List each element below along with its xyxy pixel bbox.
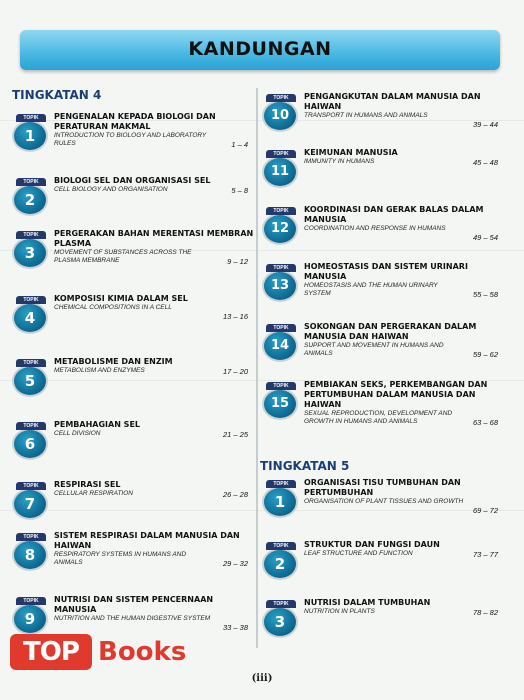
topic-title: SISTEM RESPIRASI DALAM MANUSIA DAN HAIWAN: [54, 531, 240, 550]
topic-pages: 33 – 38: [222, 623, 248, 632]
topic-number: 8: [12, 539, 48, 571]
topic-badge-label: TOPIK: [266, 542, 296, 550]
topic-title: SOKONGAN DAN PERGERAKAN DALAM MANUSIA DAN HAIWAN: [304, 322, 477, 341]
topic-badge: [12, 422, 48, 460]
topic-title: KEIMUNAN MANUSIA: [304, 148, 398, 157]
topic-title: METABOLISME DAN ENZIM: [54, 357, 173, 366]
topic-title: BIOLOGI SEL DAN ORGANISASI SEL: [54, 176, 211, 185]
section-heading-form4: TINGKATAN 4: [12, 88, 102, 102]
topic-subtitle: LEAF STRUCTURE AND FUNCTION: [304, 550, 413, 557]
topic-pages: 13 – 16: [222, 312, 248, 321]
topic-subtitle: RESPIRATORY SYSTEMS IN HUMANS AND ANIMALS: [54, 551, 187, 566]
topic-number: 12: [262, 213, 298, 245]
topic-badge-label: TOPIK: [16, 114, 46, 122]
topic-number: 2: [262, 548, 298, 580]
topic-badge-label: TOPIK: [266, 324, 296, 332]
page-title: KANDUNGAN: [188, 38, 332, 60]
topic-badge-label: TOPIK: [266, 264, 296, 272]
topic-badge: [262, 94, 298, 132]
topic-title: PERGERAKAN BAHAN MERENTASI MEMBRAN PLASMA: [54, 229, 254, 248]
topic-subtitle: CHEMICAL COMPOSITIONS IN A CELL: [54, 304, 172, 311]
topic-badge: [12, 533, 48, 571]
topic-subtitle: IMMUNITY IN HUMANS: [304, 158, 375, 165]
topic-entry[interactable]: [262, 478, 508, 526]
topic-entry[interactable]: [262, 148, 508, 196]
topic-badge-label: TOPIK: [16, 178, 46, 186]
logo-top-mark: TOP: [10, 634, 92, 670]
topic-title: NUTRISI DALAM TUMBUHAN: [304, 598, 431, 607]
topic-pages: 69 – 72: [472, 506, 498, 515]
topic-badge-label: TOPIK: [266, 94, 296, 102]
topic-badge-label: TOPIK: [16, 482, 46, 490]
topic-badge: [12, 114, 48, 152]
topic-number: 7: [12, 488, 48, 520]
topic-number: 15: [262, 388, 298, 420]
page-number: (iii): [251, 673, 273, 684]
topic-number: 1: [262, 486, 298, 518]
topic-pages: 17 – 20: [222, 367, 248, 376]
topic-entry[interactable]: [262, 322, 508, 370]
topic-pages: 39 – 44: [472, 120, 498, 129]
topic-subtitle: HOMEOSTASIS AND THE HUMAN URINARY SYSTEM: [304, 282, 438, 297]
topic-entry[interactable]: [12, 229, 258, 277]
topic-title: RESPIRASI SEL: [54, 480, 121, 489]
topic-badge: [262, 324, 298, 362]
topic-entry[interactable]: [12, 480, 258, 528]
topic-badge: [12, 359, 48, 397]
topic-entry[interactable]: [12, 531, 258, 579]
topic-badge-label: TOPIK: [266, 600, 296, 608]
topbooks-logo: [10, 630, 190, 678]
section-heading-form5: TINGKATAN 5: [260, 459, 350, 473]
topic-badge-label: TOPIK: [266, 480, 296, 488]
topic-badge-label: TOPIK: [16, 231, 46, 239]
topic-pages: 9 – 12: [227, 257, 248, 266]
topic-badge: [262, 600, 298, 638]
topic-title: NUTRISI DAN SISTEM PENCERNAAN MANUSIA: [54, 595, 214, 614]
topic-title: PENGANGKUTAN DALAM MANUSIA DAN HAIWAN: [304, 92, 481, 111]
topic-subtitle: CELL DIVISION: [54, 430, 101, 437]
topic-title: PEMBIAKAN SEKS, PERKEMBANGAN DAN PERTUMBUHAN DALAM MANUSIA DAN HAIWAN: [304, 380, 488, 409]
topic-entry[interactable]: [262, 92, 508, 140]
topic-badge: [262, 264, 298, 302]
topic-pages: 26 – 28: [222, 490, 248, 499]
topic-number: 13: [262, 270, 298, 302]
topic-badge: [12, 178, 48, 216]
topic-number: 10: [262, 100, 298, 132]
topic-pages: 49 – 54: [472, 233, 498, 242]
topic-entry[interactable]: [262, 262, 508, 310]
topic-subtitle: COORDINATION AND RESPONSE IN HUMANS: [304, 225, 446, 232]
topic-badge-label: TOPIK: [16, 597, 46, 605]
topic-entry[interactable]: [12, 420, 258, 468]
topic-subtitle: CELLULAR RESPIRATION: [54, 490, 133, 497]
topic-badge-label: TOPIK: [16, 359, 46, 367]
topic-badge-label: TOPIK: [266, 382, 296, 390]
topic-entry[interactable]: [12, 176, 258, 224]
topic-number: 6: [12, 428, 48, 460]
topic-subtitle: METABOLISM AND ENZYMES: [54, 367, 145, 374]
topic-entry[interactable]: [262, 540, 508, 588]
topic-entry[interactable]: [262, 205, 508, 253]
topic-entry[interactable]: [12, 294, 258, 342]
topic-badge-label: TOPIK: [16, 296, 46, 304]
topic-badge: [12, 231, 48, 269]
topic-number: 3: [12, 237, 48, 269]
topic-number: 14: [262, 330, 298, 362]
topic-number: 4: [12, 302, 48, 334]
topic-pages: 55 – 58: [472, 290, 498, 299]
topic-subtitle: CELL BIOLOGY AND ORGANISATION: [54, 186, 168, 193]
topic-subtitle: MOVEMENT OF SUBSTANCES ACROSS THE PLASMA MEMBRANE: [54, 249, 192, 264]
logo-books-text: Books: [98, 637, 187, 667]
topic-badge-label: TOPIK: [266, 150, 296, 158]
topic-number: 11: [262, 156, 298, 188]
topic-badge: [262, 480, 298, 518]
topic-title: HOMEOSTASIS DAN SISTEM URINARI MANUSIA: [304, 262, 468, 281]
topic-entry[interactable]: [262, 598, 508, 646]
topic-badge: [12, 482, 48, 520]
topic-pages: 29 – 32: [222, 559, 248, 568]
topic-title: KOMPOSISI KIMIA DALAM SEL: [54, 294, 188, 303]
topic-subtitle: NUTRITION IN PLANTS: [304, 608, 375, 615]
topic-badge: [262, 150, 298, 188]
topic-number: 1: [12, 120, 48, 152]
topic-pages: 1 – 4: [231, 140, 248, 149]
topic-title: PEMBAHAGIAN SEL: [54, 420, 141, 429]
topic-entry[interactable]: [12, 112, 258, 160]
topic-badge: [262, 382, 298, 420]
topic-number: 9: [12, 603, 48, 635]
topic-pages: 21 – 25: [222, 430, 248, 439]
topic-badge: [262, 542, 298, 580]
topic-subtitle: SEXUAL REPRODUCTION, DEVELOPMENT AND GROWTH IN HUMANS AND ANIMALS: [304, 410, 453, 425]
topic-entry[interactable]: [262, 380, 508, 428]
topic-subtitle: ORGANISATION OF PLANT TISSUES AND GROWTH: [304, 498, 464, 505]
topic-title: ORGANISASI TISU TUMBUHAN DAN PERTUMBUHAN: [304, 478, 461, 497]
topic-subtitle: INTRODUCTION TO BIOLOGY AND LABORATORY RULES: [54, 132, 207, 147]
topic-pages: 45 – 48: [472, 158, 498, 167]
topic-title: KOORDINASI DAN GERAK BALAS DALAM MANUSIA: [304, 205, 484, 224]
topic-pages: 63 – 68: [472, 418, 498, 427]
topic-pages: 73 – 77: [472, 550, 498, 559]
topic-pages: 5 – 8: [231, 186, 248, 195]
topic-badge: [262, 207, 298, 245]
topic-badge-label: TOPIK: [266, 207, 296, 215]
topic-pages: 59 – 62: [472, 350, 498, 359]
topic-subtitle: SUPPORT AND MOVEMENT IN HUMANS AND ANIMALS: [304, 342, 444, 357]
topic-badge-label: TOPIK: [16, 422, 46, 430]
topic-title: STRUKTUR DAN FUNGSI DAUN: [304, 540, 440, 549]
topic-number: 5: [12, 365, 48, 397]
topic-subtitle: NUTRITION AND THE HUMAN DIGESTIVE SYSTEM: [54, 615, 211, 622]
topic-subtitle: TRANSPORT IN HUMANS AND ANIMALS: [304, 112, 428, 119]
topic-badge: [12, 296, 48, 334]
topic-entry[interactable]: [12, 357, 258, 405]
topic-number: 3: [262, 606, 298, 638]
topic-title: PENGENALAN KEPADA BIOLOGI DAN PERATURAN MAKMAL: [54, 112, 216, 131]
topic-badge-label: TOPIK: [16, 533, 46, 541]
topic-number: 2: [12, 184, 48, 216]
topic-pages: 78 – 82: [472, 608, 498, 617]
